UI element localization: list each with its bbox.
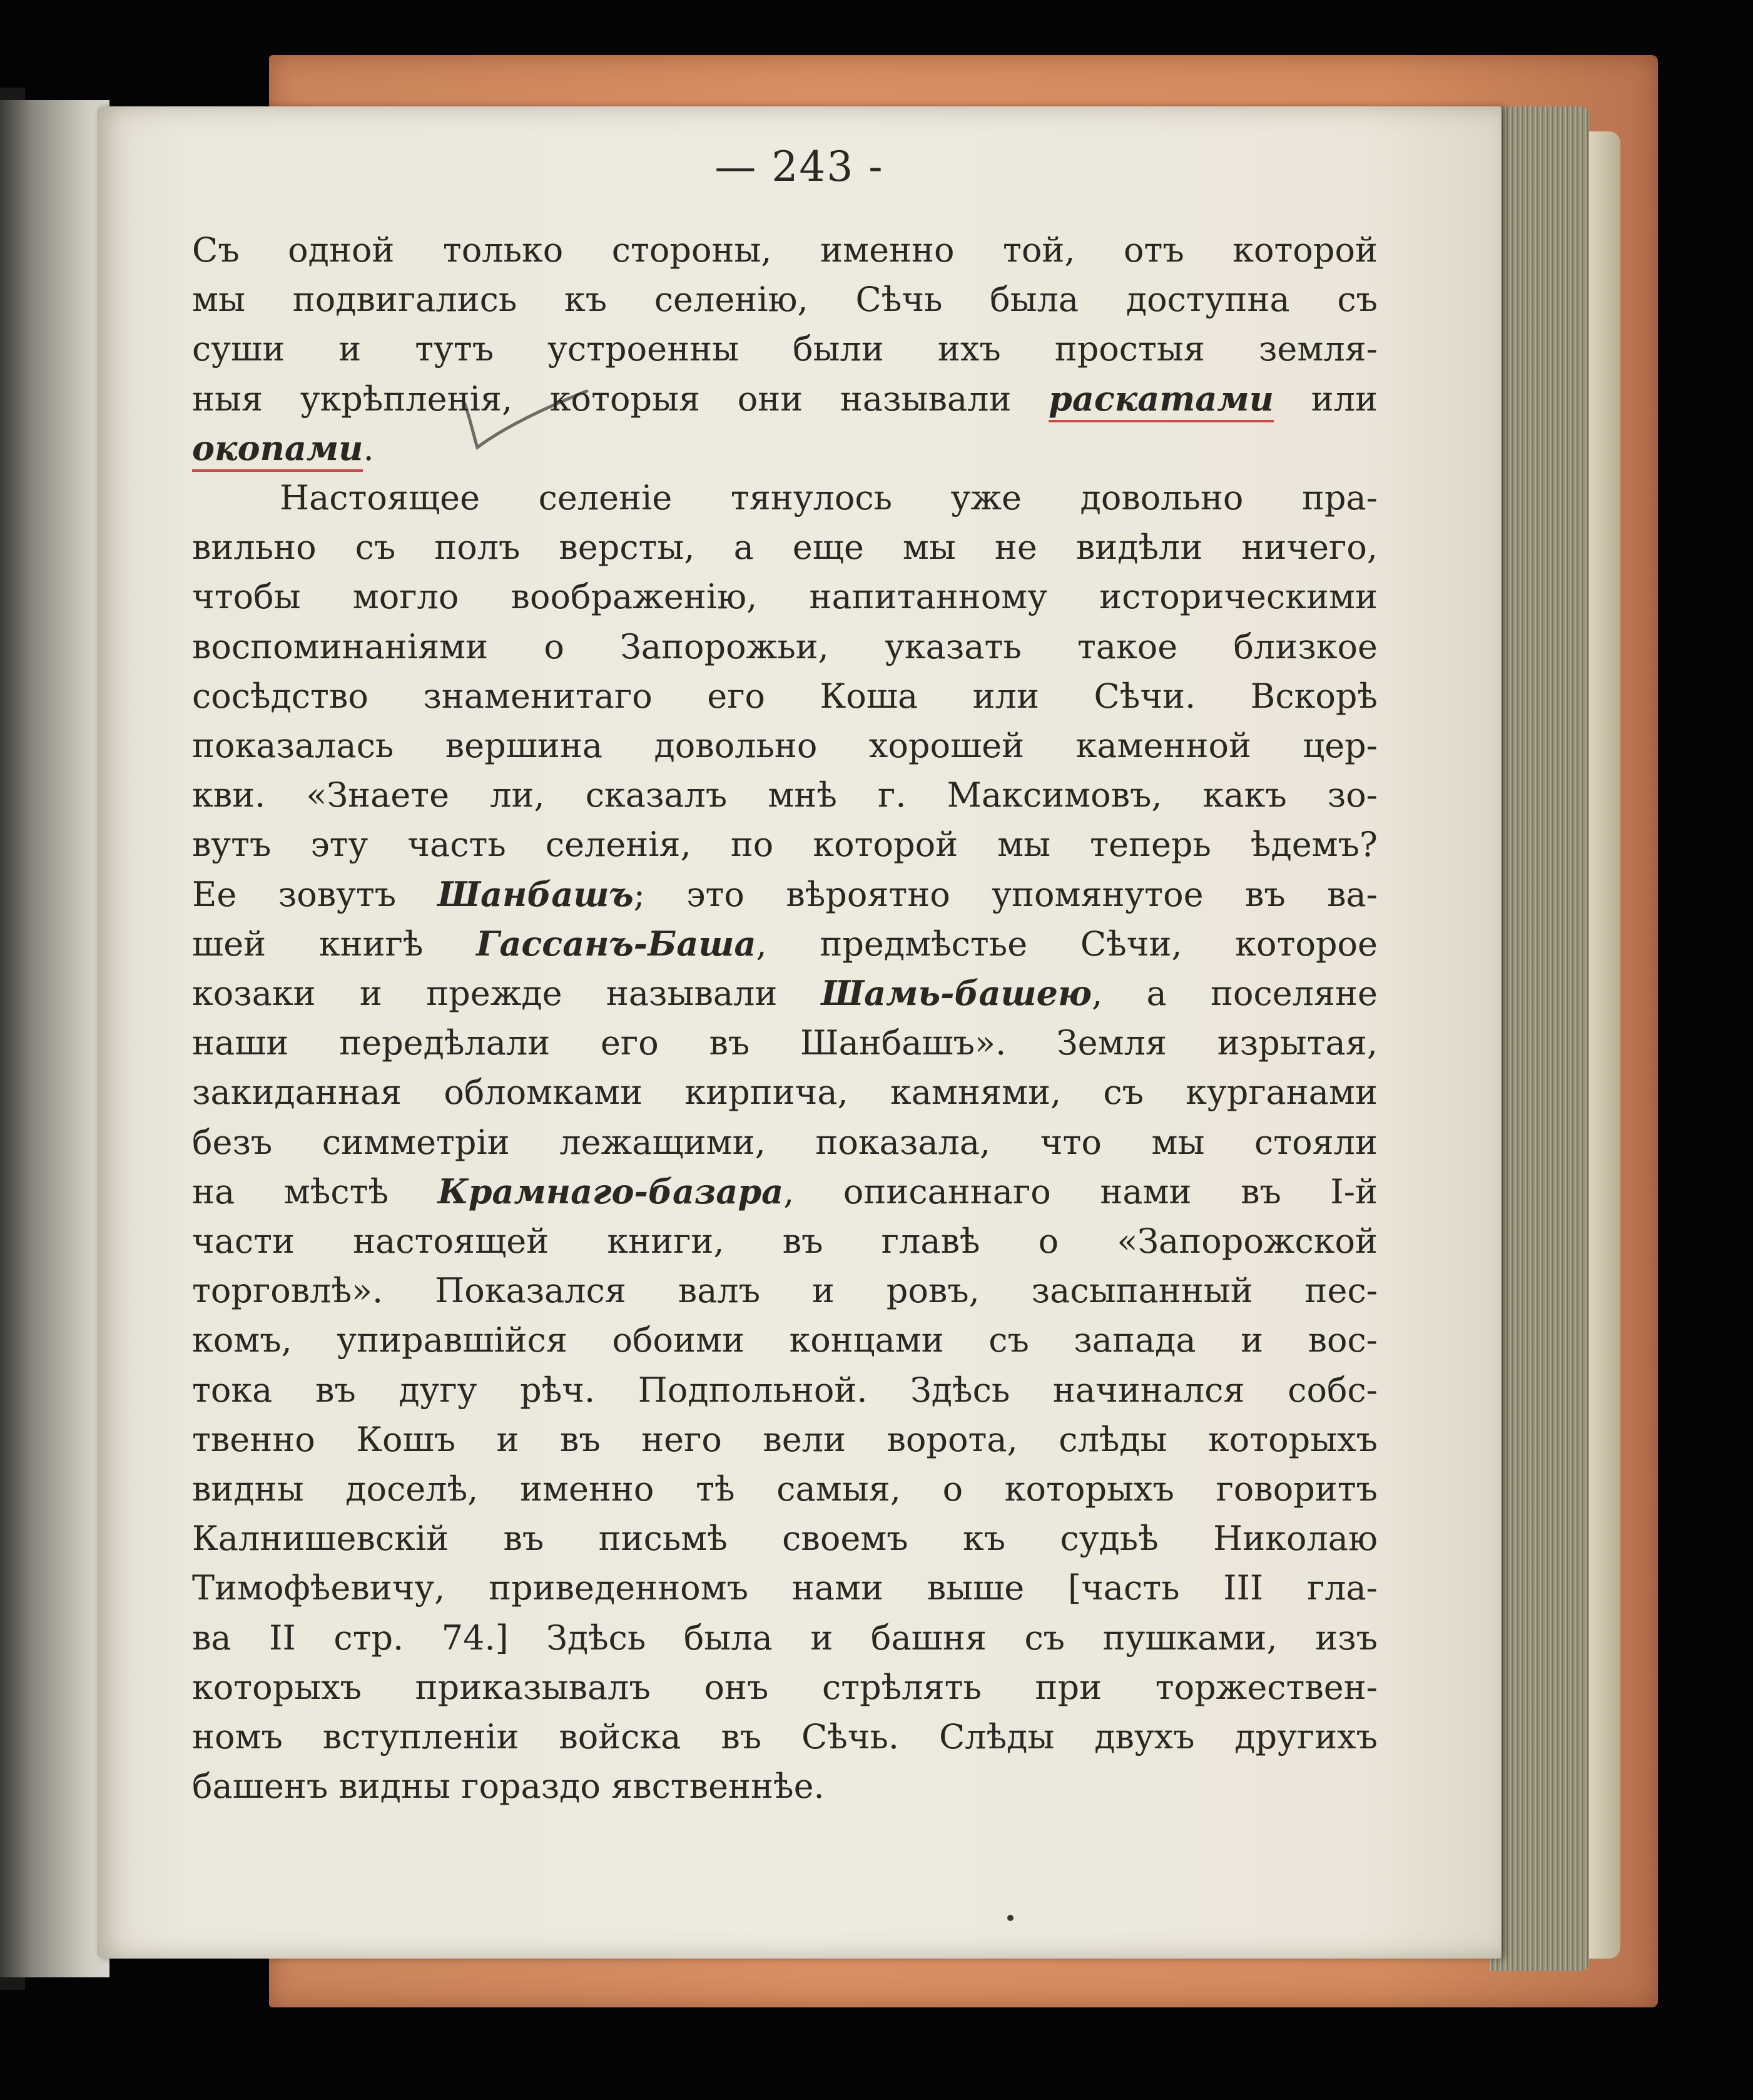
text-run: , описаннаго нами въ І-й xyxy=(783,1171,1378,1211)
text-line xyxy=(192,424,1378,473)
book-page xyxy=(97,106,1501,1959)
text-run: , а поселяне xyxy=(1092,974,1378,1014)
text-line: показалась вершина довольно хорошей каменной цер- xyxy=(192,726,1378,766)
italic-term: Крамнаго-базара xyxy=(437,1171,784,1211)
text-line: безъ симметріи лежащими, показала, что мы стояли xyxy=(192,1122,1378,1162)
text-run: Ее зовутъ xyxy=(192,874,438,914)
italic-term: Гассанъ-Баша xyxy=(476,923,756,964)
ink-dot xyxy=(1007,1915,1014,1921)
text-line: торговлѣ». Показался валъ и ровъ, засыпанный пес- xyxy=(192,1271,1378,1311)
text-run: , предмѣстье Сѣчи, которое xyxy=(756,924,1378,964)
text-line: мы подвигались къ селенію, Сѣчь была доступна съ xyxy=(192,280,1378,320)
text-line: ва II стр. 74.] Здѣсь была и башня съ пушками, изъ xyxy=(192,1618,1378,1658)
text-line: воспоминаніями о Запорожьи, указать такое близкое xyxy=(192,626,1378,666)
text-line: которыхъ приказывалъ онъ стрѣлять при торжествен- xyxy=(192,1667,1378,1707)
text-line: вильно съ полъ версты, а еще мы не видѣли ничего, xyxy=(192,528,1378,568)
text-line: видны доселѣ, именно тѣ самыя, о которыхъ говоритъ xyxy=(192,1469,1378,1509)
text-run: . xyxy=(363,428,374,468)
italic-term: окопами xyxy=(192,428,363,472)
text-line xyxy=(192,374,1378,424)
text-line: вутъ эту часть селенія, по которой мы теперь ѣдемъ? xyxy=(192,825,1378,865)
text-line: Съ одной только стороны, именно той, отъ которой xyxy=(192,230,1378,270)
text-run: козаки и прежде называли xyxy=(192,974,821,1014)
text-run: или xyxy=(1274,379,1378,419)
text-line: твенно Кошъ и въ него вели ворота, слѣды которыхъ xyxy=(192,1419,1378,1459)
text-line: закиданная обломками кирпича, камнями, съ курганами xyxy=(192,1073,1378,1113)
text-line: чтобы могло воображенію, напитанному историческими xyxy=(192,577,1378,617)
text-run: ныя укрѣпленія, которыя они называли xyxy=(192,379,1049,419)
text-line: комъ, упиравшійся обоими концами съ запада и вос- xyxy=(192,1320,1378,1360)
text-line xyxy=(192,969,1378,1018)
text-line xyxy=(192,919,1378,969)
text-line xyxy=(192,870,1378,919)
text-line: тока въ дугу рѣч. Подпольной. Здѣсь начинался собс- xyxy=(192,1370,1378,1410)
text-line: башенъ видны гораздо явственнѣе. xyxy=(192,1766,825,1807)
text-line: суши и тутъ устроенны были ихъ простыя земля- xyxy=(192,329,1378,369)
text-line: Тимофѣевичу, приведенномъ нами выше [часть III гла- xyxy=(192,1568,1378,1608)
text-line: сосѣдство знаменитаго его Коша или Сѣчи. Вскорѣ xyxy=(192,676,1378,716)
text-line: наши передѣлали его въ Шанбашъ». Земля изрытая, xyxy=(192,1023,1378,1063)
text-line xyxy=(192,1167,1378,1216)
text-line: Настоящее селеніе тянулось уже довольно пра- xyxy=(280,478,1378,518)
page-number: — 243 - xyxy=(714,143,884,191)
text-line: кви. «Знаете ли, сказалъ мнѣ г. Максимовъ, какъ зо- xyxy=(192,775,1378,815)
text-line: Калнишевскій въ письмѣ своемъ къ судьѣ Николаю xyxy=(192,1519,1378,1559)
italic-term: Шанбашъ xyxy=(437,874,634,914)
italic-term: Шамь-башею xyxy=(821,973,1092,1014)
text-line: части настоящей книги, въ главѣ о «Запорожской xyxy=(192,1221,1378,1262)
italic-term: раскатами xyxy=(1049,379,1274,422)
text-run: ; это вѣроятно упомянутое въ ва- xyxy=(633,874,1378,914)
text-run: шей книгѣ xyxy=(192,924,477,964)
text-line: номъ вступленіи войска въ Сѣчь. Слѣды двухъ другихъ xyxy=(192,1717,1378,1757)
body-text xyxy=(192,225,1378,1812)
text-run: на мѣстѣ xyxy=(192,1171,438,1211)
page-block-edge xyxy=(1489,106,1589,1971)
previous-page-edge xyxy=(0,100,109,1977)
